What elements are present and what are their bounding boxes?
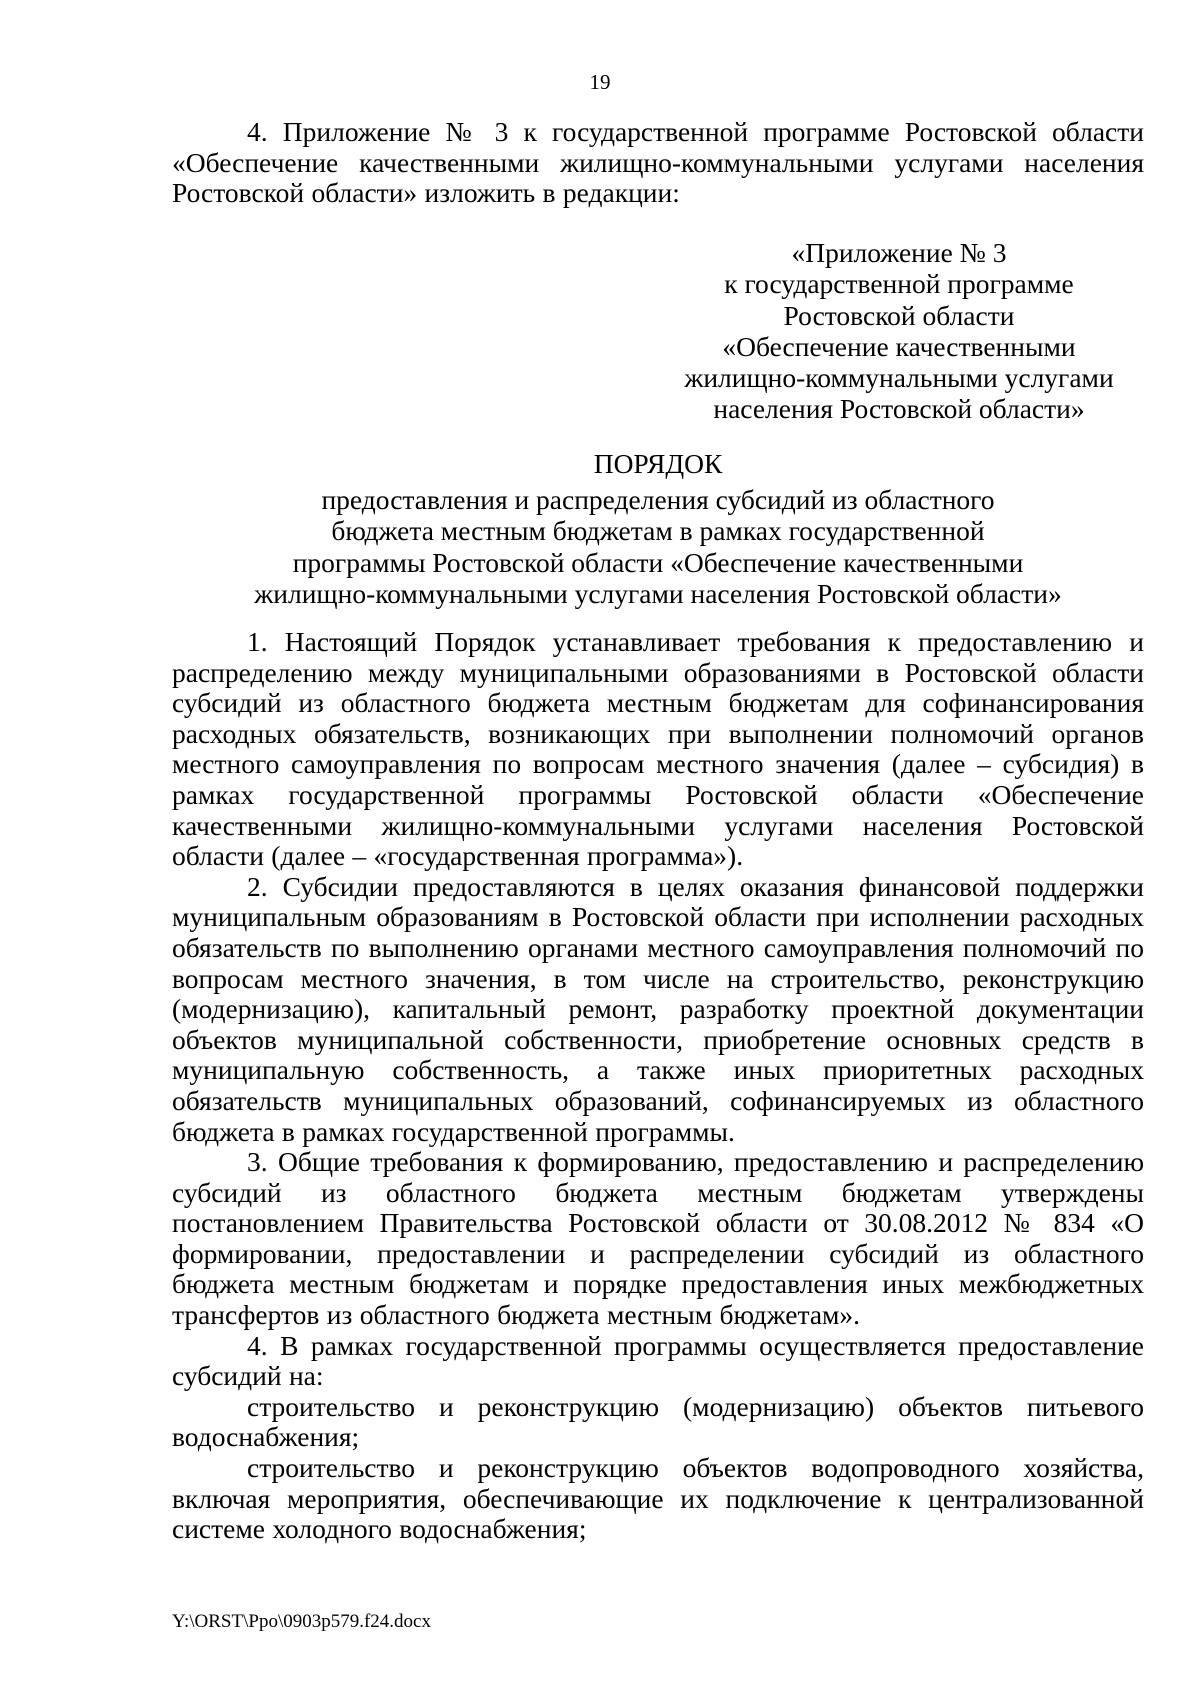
appendix-header-line: к государственной программе [724,268,1074,300]
page-number: 19 [589,70,611,94]
document-body [172,627,1144,1545]
paragraph-4: 4. В рамках государственной программы осуществляется предоставление субсидий на: [172,1329,1144,1392]
document-subtitle [172,484,1144,609]
document-subtitle-line: жилищно-коммунальными услугами населения Ростовской области» [254,577,1062,609]
intro-section [172,117,1144,209]
paragraph-1: 1. Настоящий Порядок устанавливает требования к предоставлению и распределению между муниципальными образованиями в Ростовской области субсидий из областного бюджета местным бюджетам для софинансирования расходных обязательств, возникающих при выполнении полномочий органов местного самоуправления по вопросам местного значения (далее – субсидия) в рамках государственной программы Ростовской области «Обеспечение качественными жилищно-коммунальными услугами населения Ростовской области (далее – «государственная программа»). [172,626,1144,872]
paragraph-2: 2. Субсидии предоставляются в целях оказания финансовой поддержки муниципальным образованиям в Ростовской области при исполнении расходных обязательств по выполнению органами местного самоуправления полномочий по вопросам местного значения, в том числе на строительство, реконструкцию (модернизацию), капитальный ремонт, разработку проектной документации объектов муниципальной собственности, приобретение основных средств в муниципальную собственность, а также иных приоритетных расходных обязательств муниципальных образований, софинансируемых из областного бюджета в рамках государственной программы. [172,870,1144,1147]
document-subtitle-line: предоставления и распределения субсидий из областного [321,484,995,515]
intro-paragraph: 4. Приложение № 3 к государственной программе Ростовской области «Обеспечение качественными жилищно-коммунальными услугами населения Ростовской области» изложить в редакции: [172,116,1144,209]
appendix-header-line: «Приложение № 3 [791,237,1007,268]
footer-file-path: Y:\ORST\Ppo\0903p579.f24.docx [172,1611,431,1632]
appendix-header-line: Ростовской области [783,299,1015,331]
document-heading: ПОРЯДОК [593,448,723,479]
document-subtitle-line: программы Ростовской области «Обеспечение качественными [292,546,1024,578]
appendix-header-line: жилищно-коммунальными услугами [684,362,1114,394]
paragraph-4-item-drinking-water: строительство и реконструкцию (модернизацию) объектов питьевого водоснабжения; [172,1390,1144,1453]
appendix-header [668,237,1130,425]
paragraph-4-item-water-supply: строительство и реконструкцию объектов водопроводного хозяйства, включая мероприятия, обеспечивающие их подключение к централизованной системе холодного водоснабжения; [172,1452,1144,1545]
appendix-header-line: населения Ростовской области» [713,393,1085,425]
paragraph-3: 3. Общие требования к формированию, предоставлению и распределению субсидий из областного бюджета местным бюджетам утверждены постановлением Правительства Ростовской области от 30.08.2012 № 834 «О формировании, предоставлении и распределении субсидий из областного бюджета местным бюджетам и порядке предоставления иных межбюджетных трансфертов из областного бюджета местным бюджетам». [172,1146,1144,1331]
appendix-header-line: «Обеспечение качественными [722,330,1076,362]
document-subtitle-line: бюджета местным бюджетам в рамках государственной [331,515,985,547]
